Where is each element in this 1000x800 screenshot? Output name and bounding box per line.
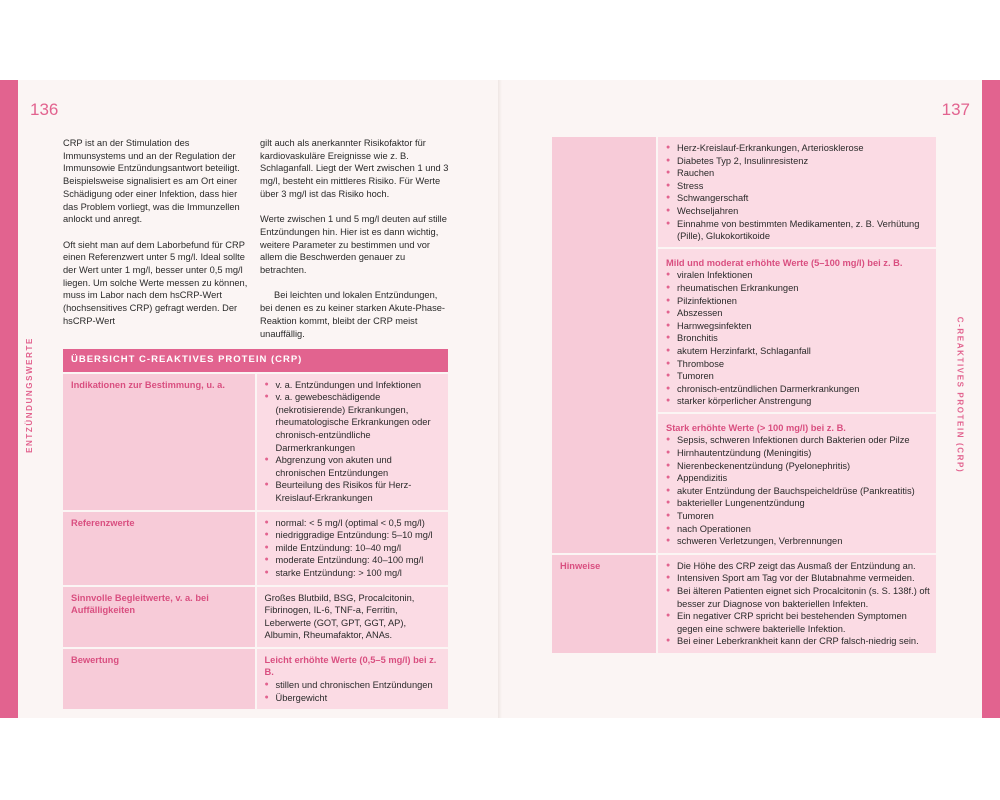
bewertung-stark-block xyxy=(666,418,930,548)
list-item: ● Stress xyxy=(666,180,930,193)
list-item: ● Die Höhe des CRP zeigt das Ausmaß der Entzündung an. xyxy=(666,560,930,573)
list-item: ● Einnahme von bestimmten Medikamenten, z. B. Verhütung (Pille), Glukokortikoide xyxy=(666,218,930,243)
paragraph: Werte zwischen 1 und 5 mg/l deuten auf stille Entzündungen hin. Hier ist es dann wichtig, weitere Parameter zu bestimmen und vor allem die Beschwerden genauer zu betrachten. xyxy=(260,214,447,276)
row-label: Sinnvolle Begleitwerte, v. a. bei Auffälligkeiten xyxy=(63,586,256,648)
block-divider xyxy=(658,247,936,249)
list-item: ● Thrombose xyxy=(666,358,930,371)
list-item: ● niedriggradige Entzündung: 5–10 mg/l xyxy=(265,529,443,542)
list-item: ● Abszessen xyxy=(666,307,930,320)
list-item: ● Nierenbeckenentzündung (Pyelonephritis) xyxy=(666,460,930,473)
list-item: ● Beurteilung des Risikos für Herz-Kreislauf-Erkrankungen xyxy=(265,479,443,504)
list-item: ● chronisch-entzündlichen Darmerkrankungen xyxy=(666,383,930,396)
side-label-right: C-REAKTIVES PROTEIN (CRP) xyxy=(955,316,965,474)
list-item: ● Ein negativer CRP spricht bei bestehenden Symptomen gegen eine schwere bakterielle Infektion. xyxy=(666,610,930,635)
list-item: ● Abgrenzung von akuten und chronischen Entzündungen xyxy=(265,454,443,479)
list-item: ● Appendizitis xyxy=(666,472,930,485)
bullet-list xyxy=(666,560,930,648)
list-item: ● bakterieller Lungenentzündung xyxy=(666,497,930,510)
bewertung-leicht-block xyxy=(666,142,930,243)
bullet-list xyxy=(265,517,443,580)
right-edge-bar xyxy=(982,80,1000,718)
crp-overview-table xyxy=(63,349,448,709)
section-heading: Stark erhöhte Werte (> 100 mg/l) bei z. B. xyxy=(666,422,846,433)
page-number-right: 137 xyxy=(941,100,970,119)
list-item: ● akuter Entzündung der Bauchspeicheldrüse (Pankreatitis) xyxy=(666,485,930,498)
list-item: ● Übergewicht xyxy=(265,692,443,705)
list-item: ● starker körperlicher Anstrengung xyxy=(666,395,930,408)
list-item: ● starke Entzündung: > 100 mg/l xyxy=(265,567,443,580)
side-label-left: ENTZÜNDUNGSWERTE xyxy=(25,337,34,453)
bullet-list xyxy=(666,434,930,547)
row-value xyxy=(256,648,449,709)
text-column-1 xyxy=(63,137,253,340)
list-item: ● Hirnhautentzündung (Meningitis) xyxy=(666,447,930,460)
bullet-list xyxy=(265,379,443,505)
list-item: ● Intensiven Sport am Tag vor der Blutabnahme vermeiden. xyxy=(666,572,930,585)
list-item: ● v. a. Entzündungen und Infektionen xyxy=(265,379,443,392)
row-label: Hinweise xyxy=(552,554,657,653)
list-item: ● Herz-Kreislauf-Erkrankungen, Arteriosklerose xyxy=(666,142,930,155)
list-item: ● Diabetes Typ 2, Insulinresistenz xyxy=(666,155,930,168)
block-divider xyxy=(658,412,936,414)
paragraph: Bei leichten und lokalen Entzündungen, bei denen es zu keiner starken Akute-Phase-Reaktion kommt, bleibt der CRP meist unauffällig. xyxy=(260,290,446,339)
row-value xyxy=(657,554,936,653)
list-item: ● Sepsis, schweren Infektionen durch Bakterien oder Pilze xyxy=(666,434,930,447)
list-item: ● v. a. gewebeschädigende (nekrotisierende) Erkrankungen, rheumatologische Erkrankungen oder chronisch-entzündliche Darmerkrankungen xyxy=(265,391,443,454)
row-value xyxy=(256,373,449,511)
list-item: ● schweren Verletzungen, Verbrennungen xyxy=(666,535,930,548)
list-item: ● Bei einer Leberkrankheit kann der CRP falsch-niedrig sein. xyxy=(666,635,930,648)
list-item: ● Bei älteren Patienten eignet sich Procalcitonin (s. S. 138f.) oft besser zur Diagnose von bakteriellen Infekten. xyxy=(666,585,930,610)
text-column-2 xyxy=(260,137,450,353)
paragraph: gilt auch als anerkannter Risikofaktor für kardiovaskuläre Ereignisse wie z. B. Schlaganfall. Liegt der Wert zwischen 1 und 3 mg/l, besteht ein mittleres Risiko. Für Werte über 3 mg/l ist das Risiko hoch. xyxy=(260,138,449,199)
list-item: ● rheumatischen Erkrankungen xyxy=(666,282,930,295)
list-item: ● normal: < 5 mg/l (optimal < 0,5 mg/l) xyxy=(265,517,443,530)
paragraph: CRP ist an der Stimulation des Immunsystems und an der Regulation der Immunsowie Entzündungsantwort beteiligt. Beispielsweise signalisiert es am Ort einer Schädigung oder einer Infektion, dass hier das Problem vorliegt, was die Immunzellen anlockt und anregt. xyxy=(63,138,240,225)
table-title: ÜBERSICHT C-REAKTIVES PROTEIN (CRP) xyxy=(63,349,448,373)
section-heading: Mild und moderat erhöhte Werte (5–100 mg/l) bei z. B. xyxy=(666,257,903,268)
row-value: Großes Blutbild, BSG, Procalcitonin, Fibrinogen, IL-6, TNF-a, Ferritin, Leberwerte (GOT, GPT, GGT, AP), Albumin, Rheumafaktor, ANAs. xyxy=(256,586,449,648)
list-item: ● nach Operationen xyxy=(666,523,930,536)
table-row xyxy=(63,373,448,511)
book-gutter xyxy=(498,80,502,718)
list-item: ● Schwangerschaft xyxy=(666,192,930,205)
list-item: ● milde Entzündung: 10–40 mg/l xyxy=(265,542,443,555)
table-row xyxy=(63,648,448,709)
list-item: ● Tumoren xyxy=(666,510,930,523)
list-item: ● Bronchitis xyxy=(666,332,930,345)
list-item: ● Rauchen xyxy=(666,167,930,180)
row-label-empty xyxy=(552,137,657,554)
bewertung-mild-block xyxy=(666,253,930,408)
list-item: ● Pilzinfektionen xyxy=(666,295,930,308)
table-row xyxy=(552,554,936,653)
bullet-list xyxy=(666,269,930,408)
row-value xyxy=(657,137,936,554)
list-item: ● Harnwegsinfekten xyxy=(666,320,930,333)
row-label: Indikationen zur Bestimmung, u. a. xyxy=(63,373,256,511)
list-item: ● Wechseljahren xyxy=(666,205,930,218)
paragraph: Oft sieht man auf dem Laborbefund für CRP einen Referenzwert unter 5 mg/l. Ideal sollte der Wert unter 1 mg/l, besser unter 0,5 mg/l liegen. Um solche Werte messen zu können, muss im Labor nach dem hsCRP-Wert (hochsensitives CRP) gefragt werden. Der hsCRP-Wert xyxy=(63,239,248,326)
row-label: Bewertung xyxy=(63,648,256,709)
page-number-left: 136 xyxy=(30,100,59,119)
list-item: ● stillen und chronischen Entzündungen xyxy=(265,679,443,692)
section-heading: Leicht erhöhte Werte (0,5–5 mg/l) bei z. B. xyxy=(264,654,437,678)
crp-overview-table-continued xyxy=(552,137,936,653)
left-edge-bar xyxy=(0,80,18,718)
bullet-list xyxy=(666,142,930,243)
list-item: ● akutem Herzinfarkt, Schlaganfall xyxy=(666,345,930,358)
table-header-row xyxy=(63,349,448,373)
row-value xyxy=(256,511,449,586)
table-row xyxy=(63,511,448,586)
list-item: ● moderate Entzündung: 40–100 mg/l xyxy=(265,554,443,567)
list-item: ● viralen Infektionen xyxy=(666,269,930,282)
bullet-list xyxy=(265,679,443,704)
table-row xyxy=(552,137,936,554)
row-label: Referenzwerte xyxy=(63,511,256,586)
list-item: ● Tumoren xyxy=(666,370,930,383)
table-row xyxy=(63,586,448,648)
